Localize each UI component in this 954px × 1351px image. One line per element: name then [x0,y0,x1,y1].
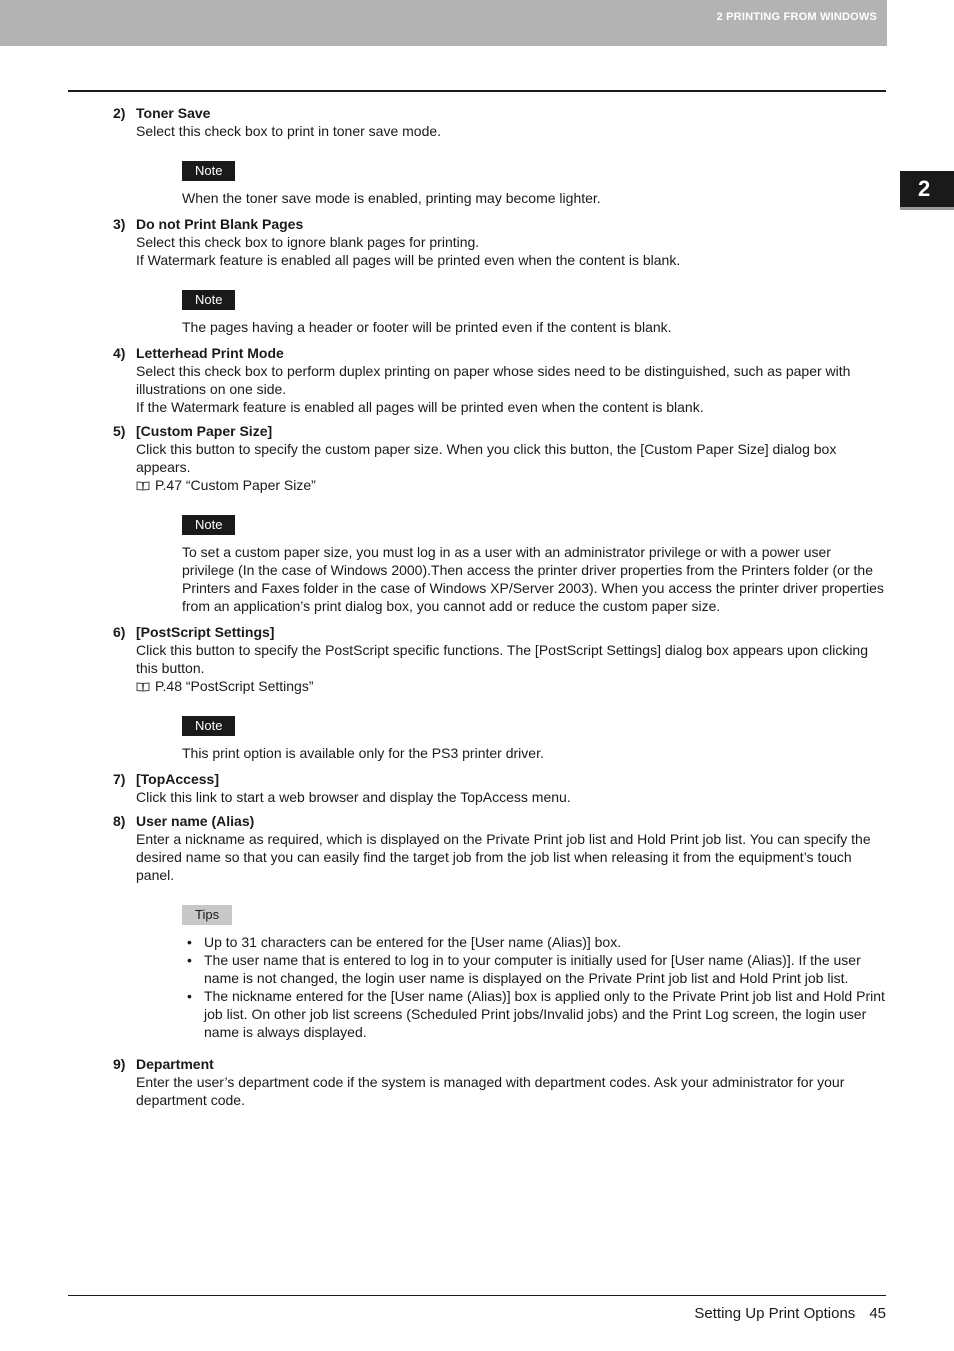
reference-text: P.47 “Custom Paper Size” [155,477,316,493]
item-topaccess [113,770,885,806]
note-text: This print option is available only for the PS3 printer driver. [182,745,544,761]
item-number: 2) [113,105,126,121]
note-text: The pages having a header or footer will be printed even if the content is blank. [182,319,672,335]
item-title: Do not Print Blank Pages [136,216,304,232]
item-letterhead [113,344,885,416]
item-number: 9) [113,1056,126,1072]
bullet-icon: • [187,952,192,968]
item-user-name-alias [113,812,885,1041]
note-label: Note [182,290,235,310]
item-custom-paper-size [113,422,885,615]
page-reference[interactable] [136,476,885,494]
item-text: Select this check box to perform duplex printing on paper whose sides need to be distinguished, such as paper with illustrations on one side. [136,363,851,397]
item-title: [TopAccess] [136,771,219,787]
bullet-icon: • [187,988,192,1004]
item-text: Enter the user’s department code if the system is managed with department codes. Ask your administrator for your department code. [136,1074,845,1108]
footer-section: Setting Up Print Options [694,1305,856,1322]
item-title: Department [136,1056,214,1072]
item-text: If Watermark feature is enabled all pages will be printed even when the content is blank. [136,252,681,268]
note-box [182,290,885,336]
footer [694,1305,886,1322]
note-text: When the toner save mode is enabled, printing may become lighter. [182,190,601,206]
book-icon [136,682,150,692]
header-bar [0,0,887,46]
page-number: 45 [869,1305,886,1322]
book-icon [136,481,150,491]
note-text: To set a custom paper size, you must log in as a user with an administrator privilege or with a power user privilege (In the case of Windows 2000).Then access the printer driver properties from the Printers folder (or the Printers and Faxes folder in the case of Windows XP/Server 2003). When you access the printer driver properties from an application’s print dialog box, you cannot add or reduce the custom paper size. [182,544,884,614]
item-text: Click this link to start a web browser and display the TopAccess menu. [136,789,571,805]
item-text: Select this check box to print in toner save mode. [136,123,442,139]
note-label: Note [182,161,235,181]
item-text: Enter a nickname as required, which is displayed on the Private Print job list and Hold Print job list. You can specify the desired name so that you can easily find the target job from the job list when releasing it from the equipment’s touch panel. [136,831,871,883]
item-number: 8) [113,813,126,829]
item-postscript-settings [113,623,885,762]
item-title: [PostScript Settings] [136,624,275,640]
item-title: Letterhead Print Mode [136,345,284,361]
note-box [182,161,885,207]
item-number: 7) [113,771,126,787]
item-text: If the Watermark feature is enabled all pages will be printed even when the content is blank. [136,399,704,415]
tips-box [182,905,885,1041]
list-item [182,987,885,1041]
content [113,104,885,1109]
tips-list [182,933,885,1041]
note-box [182,716,885,762]
item-department [113,1055,885,1109]
item-title: [Custom Paper Size] [136,423,273,439]
item-toner-save [113,104,885,207]
note-box [182,515,885,615]
tip-text: The nickname entered for the [User name (Alias)] box is applied only to the Private Print job list and Hold Print job list. On other job list screens (Scheduled Print jobs/Invalid jobs) and the Print Log screen, the login user name is always displayed. [204,988,885,1040]
header-section-title: 2 PRINTING FROM WINDOWS [716,11,877,23]
item-text: Click this button to specify the custom paper size. When you click this button, the [Custom Paper Size] dialog box appears. [136,441,837,475]
chapter-number: 2 [918,176,931,201]
bottom-rule [68,1295,886,1296]
item-blank-pages [113,215,885,336]
top-rule [68,90,886,92]
item-number: 4) [113,345,126,361]
bullet-icon: • [187,934,192,950]
note-label: Note [182,515,235,535]
item-title: Toner Save [136,105,211,121]
item-text: Select this check box to ignore blank pages for printing. [136,234,480,250]
list-item [182,951,885,987]
item-text: Click this button to specify the PostScript specific functions. The [PostScript Settings] dialog box appears upon clicking this button. [136,642,869,676]
list-item [182,933,885,951]
note-label: Note [182,716,235,736]
tips-label: Tips [182,905,232,925]
chapter-tab [900,171,954,210]
tip-text: Up to 31 characters can be entered for the [User name (Alias)] box. [204,934,622,950]
item-title: User name (Alias) [136,813,255,829]
reference-text: P.48 “PostScript Settings” [155,678,314,694]
page-reference[interactable] [136,677,885,695]
item-number: 5) [113,423,126,439]
tip-text: The user name that is entered to log in to your computer is initially used for [User name (Alias)]. If the user name is not changed, the login user name is displayed on the Private Print job list and Hold Print job list. [204,952,861,986]
item-number: 3) [113,216,126,232]
item-number: 6) [113,624,126,640]
